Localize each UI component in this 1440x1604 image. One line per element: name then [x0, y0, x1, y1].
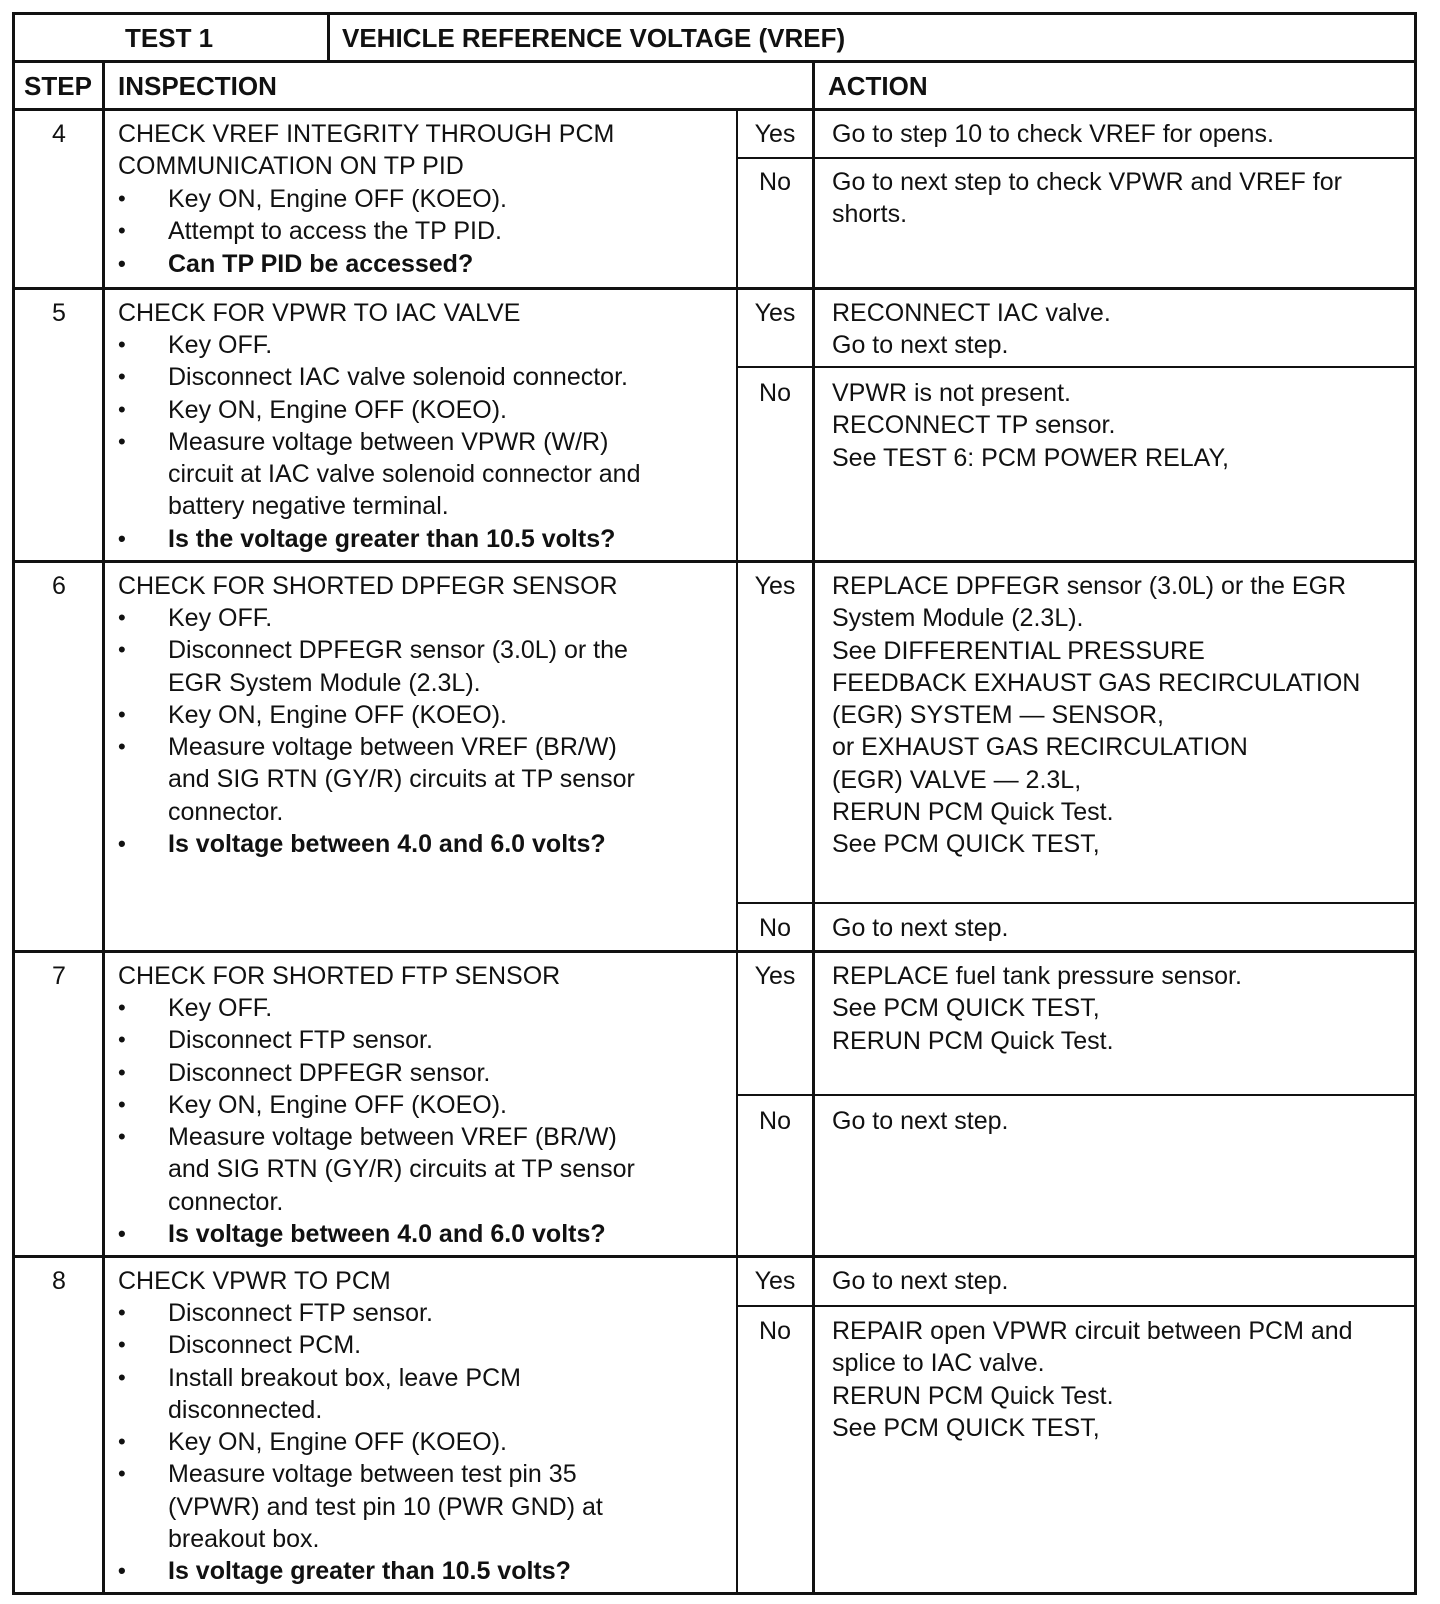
column-header-inspection: INSPECTION	[118, 71, 277, 101]
action-line: shorts.	[832, 200, 908, 229]
inspection-bullet: • Measure voltage between test pin 35 (VPWR) and test pin 10 (PWR GND) at breakout box.	[118, 1458, 603, 1555]
step-number: 5	[52, 299, 66, 327]
action-line: RERUN PCM Quick Test.	[832, 1381, 1114, 1410]
action-line: See PCM QUICK TEST,	[832, 994, 1100, 1023]
no-label: No	[759, 168, 791, 196]
inspection-bullet: • Key ON, Engine OFF (KOEO).	[118, 1089, 635, 1121]
column-header-action: ACTION	[828, 71, 928, 101]
action-line: REPAIR open VPWR circuit between PCM and	[832, 1317, 1353, 1345]
inspection-bullet: • Disconnect DPFEGR sensor.	[118, 1057, 635, 1089]
action-line: See PCM QUICK TEST,	[832, 830, 1100, 859]
divider	[327, 12, 330, 62]
step-title: CHECK VREF INTEGRITY THROUGH PCM	[118, 120, 615, 148]
yes-action	[832, 297, 1111, 362]
inspection-bullet: • Disconnect IAC valve solenoid connector.	[118, 361, 640, 393]
action-line: Go to next step.	[832, 1267, 1009, 1295]
inspection-bullet: • Disconnect DPFEGR sensor (3.0L) or the EGR System Module (2.3L).	[118, 634, 635, 699]
no-label: No	[759, 1107, 791, 1135]
divider	[736, 1094, 1417, 1096]
yes-action	[832, 570, 1360, 861]
divider	[12, 287, 1417, 290]
column-header-step: STEP	[24, 71, 92, 101]
action-line: RERUN PCM Quick Test.	[832, 1026, 1114, 1055]
test-title: VEHICLE REFERENCE VOLTAGE (VREF)	[342, 23, 846, 53]
step-title: CHECK FOR SHORTED DPFEGR SENSOR	[118, 572, 618, 600]
inspection-bullet: • Measure voltage between VPWR (W/R) circuit at IAC valve solenoid connector and battery negative terminal.	[118, 426, 640, 523]
step-number: 8	[52, 1267, 66, 1295]
divider	[102, 61, 105, 1595]
inspection-bullet: • Key OFF.	[118, 992, 635, 1024]
divider	[736, 366, 1417, 368]
inspection-question: • Is the voltage greater than 10.5 volts?	[118, 523, 640, 555]
no-action	[832, 1105, 1009, 1137]
action-line: Go to next step.	[832, 331, 1009, 360]
action-line: or EXHAUST GAS RECIRCULATION	[832, 733, 1248, 762]
inspection-bullet: • Disconnect FTP sensor.	[118, 1297, 603, 1329]
action-line: VPWR is not present.	[832, 379, 1071, 407]
inspection-question: • Is voltage between 4.0 and 6.0 volts?	[118, 1218, 635, 1250]
no-action	[832, 912, 1009, 944]
action-line: splice to IAC valve.	[832, 1349, 1045, 1378]
action-line: (EGR) SYSTEM — SENSOR,	[832, 701, 1164, 730]
yes-label: Yes	[754, 572, 796, 600]
yes-label: Yes	[754, 120, 796, 148]
inspection-bullet: • Key ON, Engine OFF (KOEO).	[118, 394, 640, 426]
yes-action	[832, 960, 1242, 1057]
divider	[12, 950, 1417, 953]
step-title: CHECK FOR VPWR TO IAC VALVE	[118, 299, 521, 327]
no-label: No	[759, 914, 791, 942]
step-number: 6	[52, 572, 66, 600]
no-action	[832, 1315, 1353, 1444]
divider	[736, 109, 738, 1595]
inspection-question: • Is voltage greater than 10.5 volts?	[118, 1555, 603, 1587]
yes-action	[832, 118, 1274, 150]
inspection-bullet: • Key OFF.	[118, 329, 640, 361]
step-title: COMMUNICATION ON TP PID	[118, 152, 464, 180]
step-number: 4	[52, 120, 66, 148]
yes-action	[832, 1265, 1009, 1297]
no-label: No	[759, 379, 791, 407]
inspection-bullet: • Key ON, Engine OFF (KOEO).	[118, 699, 635, 731]
inspection-bullet: • Install breakout box, leave PCM disconnected.	[118, 1362, 603, 1427]
yes-label: Yes	[754, 962, 796, 990]
yes-label: Yes	[754, 1267, 796, 1295]
step-title: CHECK FOR SHORTED FTP SENSOR	[118, 962, 561, 990]
inspection-bullet: • Disconnect PCM.	[118, 1329, 603, 1361]
no-action	[832, 377, 1229, 474]
action-line: See TEST 6: PCM POWER RELAY,	[832, 443, 1229, 472]
inspection-bullet: • Disconnect FTP sensor.	[118, 1024, 635, 1056]
divider	[12, 108, 1417, 111]
divider	[736, 157, 1417, 159]
action-line: REPLACE DPFEGR sensor (3.0L) or the EGR	[832, 572, 1347, 600]
yes-label: Yes	[754, 299, 796, 327]
action-line: See PCM QUICK TEST,	[832, 1413, 1100, 1442]
divider	[736, 902, 1417, 904]
action-line: Go to next step.	[832, 1107, 1009, 1135]
test-label: TEST 1	[125, 23, 214, 53]
action-line: See DIFFERENTIAL PRESSURE	[832, 636, 1205, 665]
inspection-bullet: • Measure voltage between VREF (BR/W) and SIG RTN (GY/R) circuits at TP sensor connector.	[118, 1121, 635, 1218]
divider	[12, 560, 1417, 563]
action-line: RECONNECT IAC valve.	[832, 299, 1111, 327]
no-label: No	[759, 1317, 791, 1345]
action-line: REPLACE fuel tank pressure sensor.	[832, 962, 1242, 990]
action-line: Go to step 10 to check VREF for opens.	[832, 120, 1274, 148]
inspection-bullet: • Measure voltage between VREF (BR/W) and SIG RTN (GY/R) circuits at TP sensor connector.	[118, 731, 635, 828]
inspection-question: • Can TP PID be accessed?	[118, 248, 507, 280]
action-line: Go to next step to check VPWR and VREF for	[832, 168, 1342, 196]
action-line: System Module (2.3L).	[832, 604, 1084, 633]
no-action	[832, 166, 1342, 231]
inspection-bullet: • Attempt to access the TP PID.	[118, 215, 507, 247]
action-line: (EGR) VALVE — 2.3L,	[832, 765, 1082, 794]
divider	[736, 1305, 1417, 1307]
action-line: RERUN PCM Quick Test.	[832, 798, 1114, 827]
action-line: FEEDBACK EXHAUST GAS RECIRCULATION	[832, 668, 1361, 697]
divider	[812, 61, 815, 1595]
step-number: 7	[52, 962, 66, 990]
action-line: Go to next step.	[832, 914, 1009, 942]
action-line: RECONNECT TP sensor.	[832, 411, 1116, 440]
inspection-bullet: • Key ON, Engine OFF (KOEO).	[118, 183, 507, 215]
divider	[12, 1255, 1417, 1258]
inspection-question: • Is voltage between 4.0 and 6.0 volts?	[118, 828, 635, 860]
inspection-bullet: • Key OFF.	[118, 602, 635, 634]
inspection-bullet: • Key ON, Engine OFF (KOEO).	[118, 1426, 603, 1458]
divider	[12, 60, 1417, 63]
step-title: CHECK VPWR TO PCM	[118, 1267, 391, 1295]
